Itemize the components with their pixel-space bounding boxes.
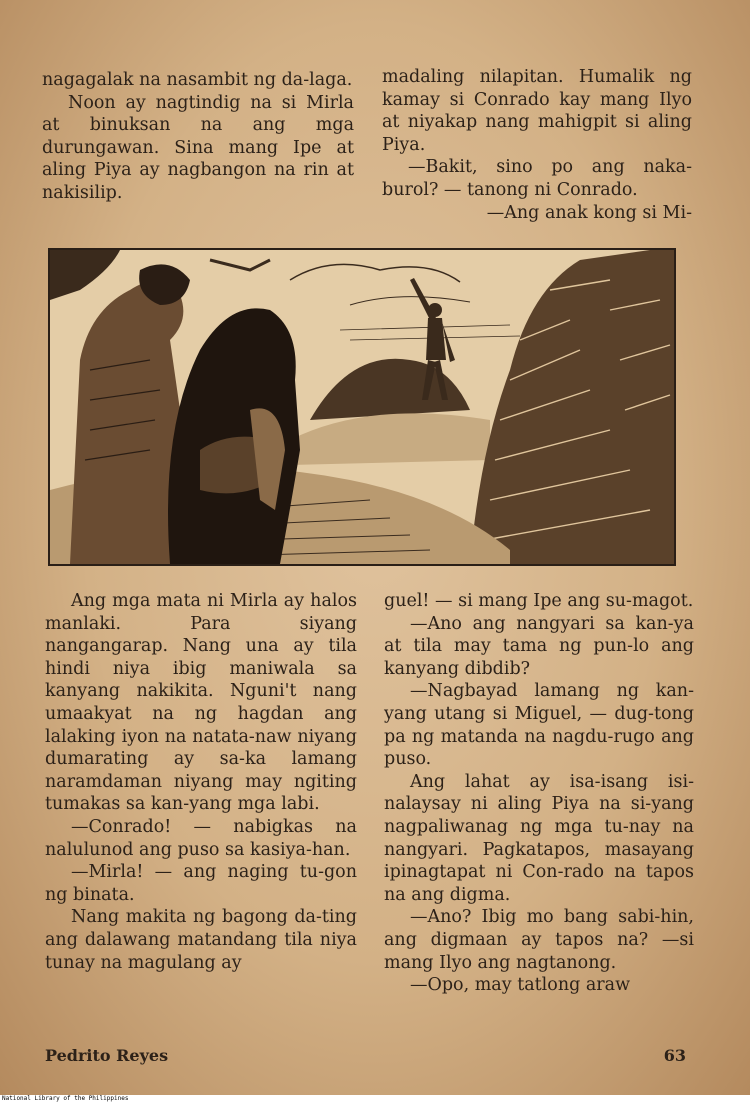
paragraph: Nang makita ng bagong da-ting ang dalawang matandang tila niya tunay na magulang ay	[45, 907, 357, 973]
paragraph: —Ano ang nangyari sa kan-ya at tila may tama ng pun-lo ang kanyang dibdib?	[384, 613, 694, 679]
paragraph: —Nagbayad lamang ng kan-yang utang si Miguel, — dug-tong pa ng matanda na nagdu-rugo ang puso.	[384, 681, 694, 770]
paragraph: —Opo, may tatlong araw	[410, 975, 631, 996]
paragraph: Noon ay nagtindig na si Mirla at binuksan na ang mga durungawan. Sina mang Ipe at aling Piya ay nagbangon na rin at nakisilip.	[42, 92, 354, 203]
text-column-bottom-left	[45, 590, 357, 974]
paragraph: Ang lahat ay isa-isang isi-nalaysay ni aling Piya na si-yang nagpaliwanag ng mga tu-nay na nangyari. Pagkatapos, masayang ipinagtapat ni Con-rado na tapos na ang digma.	[384, 771, 694, 905]
text-column-top-left	[42, 69, 354, 205]
paragraph: —Bakit, sino po ang naka-burol? — tanong ni Conrado.	[382, 157, 692, 200]
paragraph: —Mirla! — ang naging tu-gon ng binata.	[45, 862, 357, 905]
paragraph: —Conrado! — nabigkas na nalulunod ang puso sa kasiya-han.	[45, 816, 357, 860]
footer-author: Pedrito Reyes	[45, 1046, 169, 1065]
paragraph: —Ano? Ibig mo bang sabi-hin, ang digmaan ay tapos na? —si mang Ilyo ang nagtanong.	[384, 907, 694, 973]
illustration	[48, 248, 676, 566]
library-credit: National Library of the Philippines	[0, 1095, 750, 1103]
paragraph: nagagalak na nasambit ng da-laga.	[42, 70, 353, 90]
paragraph: guel! — si mang Ipe ang su-magot.	[384, 591, 694, 611]
page-number: 63	[663, 1046, 686, 1065]
text-column-bottom-right	[384, 590, 694, 997]
paragraph: Ang mga mata ni Mirla ay halos manlaki. Para siyang nangangarap. Nang una ay tila hindi niya ibig maniwala sa kanyang nakikita. Nguni't nang umaakyat na ng hagdan ang lalaking iyon na natata-naw niyang dumarating ay sa-ka lamang naramdaman niyang may ngiting tumakas sa kan-yang mga labi.	[45, 591, 357, 815]
illustration-drawing	[50, 250, 674, 564]
paragraph: —Ang anak kong si Mi-	[486, 202, 692, 223]
paragraph: madaling nilapitan. Humalik ng kamay si Conrado kay mang Ilyo at niyakap nang mahigpit si aling Piya.	[382, 67, 692, 155]
text-column-top-right	[382, 66, 692, 224]
